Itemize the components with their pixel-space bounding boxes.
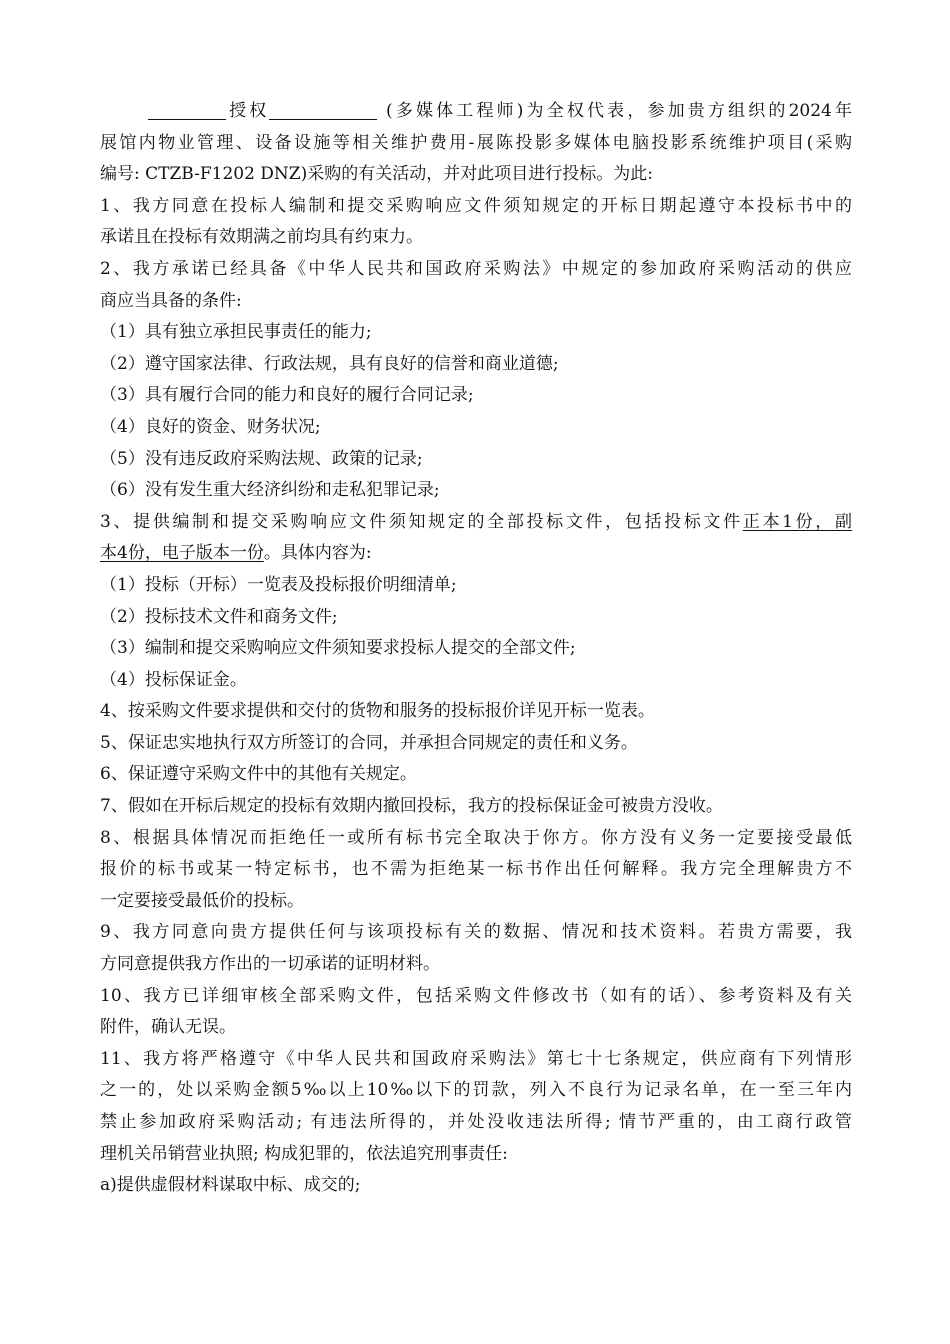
item-3-sub-4: （4）投标保证金。 xyxy=(100,669,247,690)
item-3-sub-3: （3）编制和提交采购响应文件须知要求投标人提交的全部文件; xyxy=(100,638,576,659)
item-3-sub-2: （2）投标技术文件和商务文件; xyxy=(100,606,338,627)
item-2-sub-6: （6）没有发生重大经济纠纷和走私犯罪记录; xyxy=(100,480,440,501)
auth-word: 授权 xyxy=(226,101,270,121)
item-2-line-1: 2、我方承诺已经具备《中华人民共和国政府采购法》中规定的参加政府采购活动的供应 xyxy=(100,258,852,279)
intro-line-1 xyxy=(100,96,852,128)
item-8-line-1: 8、根据具体情况而拒绝任一或所有标书完全取决于你方。你方没有义务一定要接受最低 xyxy=(100,827,852,848)
item-3-line-1-text: 3、提供编制和提交采购响应文件须知规定的全部投标文件，包括投标文件 xyxy=(100,511,743,532)
item-11-line-2: 之一的，处以采购金额5‰以上10‰以下的罚款，列入不良行为记录名单，在一至三年内 xyxy=(100,1080,852,1101)
item-11-sub-a: a)提供虚假材料谋取中标、成交的; xyxy=(100,1175,361,1196)
item-6: 6、保证遵守采购文件中的其他有关规定。 xyxy=(100,764,417,785)
item-2-sub-5: （5）没有违反政府采购法规、政策的记录; xyxy=(100,448,423,469)
item-5: 5、保证忠实地执行双方所签订的合同，并承担合同规定的责任和义务。 xyxy=(100,732,638,753)
item-3-sub-1: （1）投标（开标）一览表及投标报价明细清单; xyxy=(100,574,457,595)
item-8-line-2: 报价的标书或某一特定标书，也不需为拒绝某一标书作出任何解释。我方完全理解贵方不 xyxy=(100,859,852,880)
item-10-line-2: 附件，确认无误。 xyxy=(100,1017,236,1038)
item-2-sub-3: （3）具有履行合同的能力和良好的履行合同记录; xyxy=(100,385,474,406)
item-2-line-2: 商应当具备的条件: xyxy=(100,290,242,311)
intro-line-3: 编号: CTZB-F1202 DNZ)采购的有关活动，并对此项目进行投标。为此: xyxy=(100,164,653,185)
bid-letter-page xyxy=(100,96,852,1202)
item-3-copies-underlined-1: 正本1份，副 xyxy=(742,511,852,532)
item-1-line-1: 1、我方同意在投标人编制和提交采购响应文件须知规定的开标日期起遵守本投标书中的 xyxy=(100,195,852,216)
item-9-line-1: 9、我方同意向贵方提供任何与该项投标有关的数据、情况和技术资料。若贵方需要，我 xyxy=(100,922,852,943)
item-11-line-1: 11、我方将严格遵守《中华人民共和国政府采购法》第七十七条规定，供应商有下列情形 xyxy=(100,1048,852,1069)
intro-line-1-rest: (多媒体工程师)为全权代表，参加贵方组织的2024年 xyxy=(377,101,852,121)
item-3-line-1 xyxy=(100,507,852,539)
item-1-line-2: 承诺且在投标有效期满之前均具有约束力。 xyxy=(100,227,423,248)
bidder-name-blank[interactable] xyxy=(148,99,226,120)
item-2-sub-1: （1）具有独立承担民事责任的能力; xyxy=(100,322,372,343)
item-2-sub-4: （4）良好的资金、财务状况; xyxy=(100,416,321,437)
item-10-line-1: 10、我方已详细审核全部采购文件，包括采购文件修改书（如有的话）、参考资料及有关 xyxy=(100,985,852,1006)
item-11-line-4: 理机关吊销营业执照; 构成犯罪的，依法追究刑事责任: xyxy=(100,1143,508,1164)
item-2-sub-2: （2）遵守国家法律、行政法规，具有良好的信誉和商业道德; xyxy=(100,353,559,374)
item-3-copies-underlined-2: 本4份，电子版本一份 xyxy=(100,543,264,564)
representative-name-blank[interactable] xyxy=(269,99,377,120)
intro-line-2: 展馆内物业管理、设备设施等相关维护费用-展陈投影多媒体电脑投影系统维护项目(采购 xyxy=(100,132,852,153)
item-9-line-2: 方同意提供我方作出的一切承诺的证明材料。 xyxy=(100,954,440,975)
item-7: 7、假如在开标后规定的投标有效期内撤回投标，我方的投标保证金可被贵方没收。 xyxy=(100,796,723,817)
item-8-line-3: 一定要接受最低价的投标。 xyxy=(100,890,304,911)
item-3-line-2-text: 。具体内容为: xyxy=(263,543,372,564)
item-3-line-2 xyxy=(100,538,852,570)
item-11-line-3: 禁止参加政府采购活动; 有违法所得的，并处没收违法所得; 情节严重的，由工商行政管 xyxy=(100,1112,852,1132)
item-4: 4、按采购文件要求提供和交付的货物和服务的投标报价详见开标一览表。 xyxy=(100,701,655,722)
